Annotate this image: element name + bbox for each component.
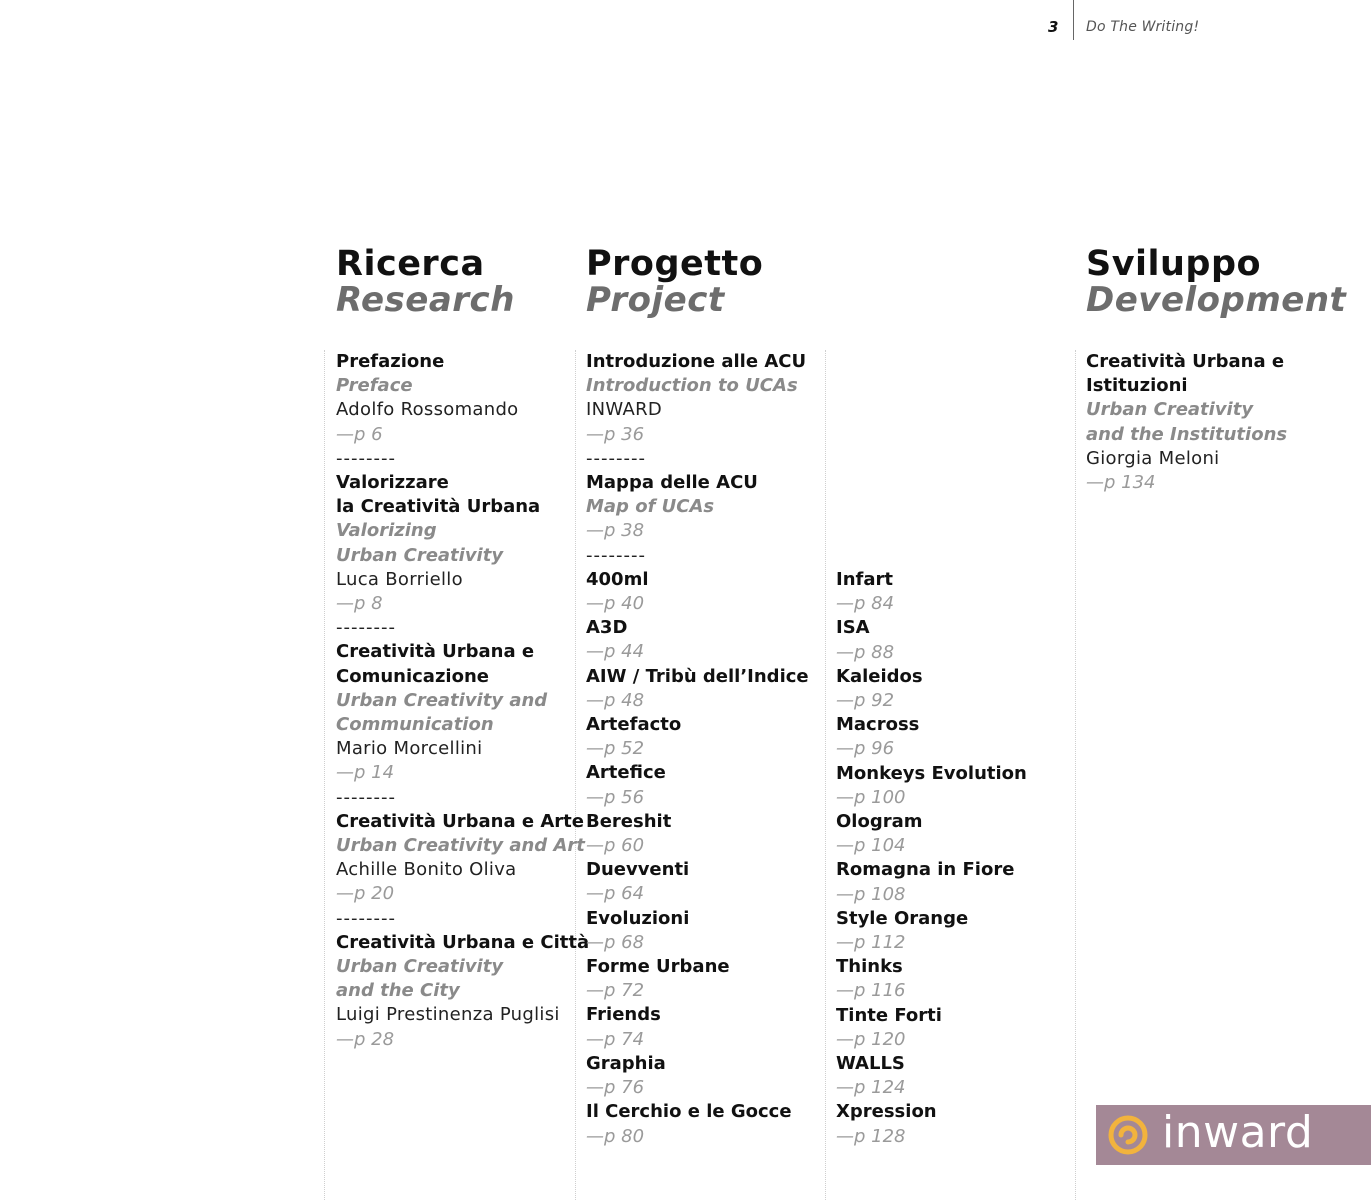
section-title-research: Ricerca xyxy=(336,244,485,284)
project-name[interactable]: Tinte Forti xyxy=(836,1004,942,1026)
project-name[interactable]: Style Orange xyxy=(836,907,969,929)
project-name[interactable]: WALLS xyxy=(836,1053,905,1075)
project-name[interactable]: Il Cerchio e le Gocce xyxy=(586,1101,792,1123)
project-page[interactable]: —p 108 xyxy=(836,883,906,905)
column-guide xyxy=(825,350,826,1200)
project-page[interactable]: —p 124 xyxy=(836,1077,906,1099)
column-guide xyxy=(324,350,325,1200)
toc-entry-author: INWARD xyxy=(586,399,663,421)
page-number: 3 xyxy=(1048,18,1059,36)
toc-entry-english: Valorizing xyxy=(336,520,437,542)
project-page[interactable]: —p 40 xyxy=(586,593,645,615)
project-page[interactable]: —p 128 xyxy=(836,1125,906,1147)
project-page[interactable]: —p 64 xyxy=(586,883,645,905)
toc-entry-author: Luigi Prestinenza Puglisi xyxy=(336,1004,560,1026)
swirl-icon xyxy=(1106,1113,1150,1157)
toc-entry-title[interactable]: Creatività Urbana e xyxy=(1086,351,1285,372)
toc-separator: -------- xyxy=(586,544,646,566)
project-page[interactable]: —p 88 xyxy=(836,641,895,663)
running-title: Do The Writing! xyxy=(1086,19,1200,35)
toc-separator: -------- xyxy=(336,786,396,808)
toc-entry-page[interactable]: —p 28 xyxy=(336,1028,395,1050)
project-name[interactable]: Xpression xyxy=(836,1101,937,1123)
project-page[interactable]: —p 52 xyxy=(586,738,645,760)
project-name[interactable]: Romagna in Fiore xyxy=(836,859,1015,881)
project-name[interactable]: A3D xyxy=(586,617,628,639)
toc-entry-english: and the Institutions xyxy=(1086,423,1288,445)
project-name[interactable]: AIW / Tribù dell’Indice xyxy=(586,665,809,687)
toc-entry-english: and the City xyxy=(336,980,460,1002)
toc-entry-page[interactable]: —p 8 xyxy=(336,593,383,615)
project-name[interactable]: Forme Urbane xyxy=(586,956,730,978)
project-name[interactable]: Evoluzioni xyxy=(586,907,690,929)
project-page[interactable]: —p 100 xyxy=(836,786,906,808)
project-name[interactable]: Monkeys Evolution xyxy=(836,762,1027,784)
research-toc xyxy=(336,350,589,1052)
project-name[interactable]: Thinks xyxy=(836,956,903,978)
toc-entry-english: Urban Creativity xyxy=(336,544,504,566)
toc-entry-english: Urban Creativity xyxy=(1086,399,1254,421)
section-subtitle-project: Project xyxy=(586,280,725,320)
toc-entry-english: Urban Creativity and xyxy=(336,689,548,711)
toc-entry-author: Luca Borriello xyxy=(336,568,463,590)
toc-entry-author: Adolfo Rossomando xyxy=(336,399,519,421)
toc-entry-title[interactable]: Istituzioni xyxy=(1086,375,1188,397)
project-name[interactable]: ISA xyxy=(836,617,870,639)
toc-separator: -------- xyxy=(586,447,646,469)
project-name[interactable]: Friends xyxy=(586,1004,661,1026)
project-toc-continued xyxy=(836,568,1027,1149)
section-title-development: Sviluppo xyxy=(1086,244,1262,284)
toc-entry-page[interactable]: —p 20 xyxy=(336,883,395,905)
toc-entry-title[interactable]: Creatività Urbana e Arte xyxy=(336,810,584,832)
project-page[interactable]: —p 96 xyxy=(836,738,895,760)
toc-entry-author: Mario Morcellini xyxy=(336,738,483,760)
project-name[interactable]: Artefacto xyxy=(586,714,682,736)
toc-entry-title[interactable]: Prefazione xyxy=(336,351,445,372)
project-page[interactable]: —p 44 xyxy=(586,641,645,663)
toc-entry-page[interactable]: —p 6 xyxy=(336,423,383,445)
project-toc xyxy=(586,350,809,1149)
toc-entry-title[interactable]: Creatività Urbana e xyxy=(336,641,535,663)
inward-logo xyxy=(1096,1105,1371,1165)
project-name[interactable]: Bereshit xyxy=(586,810,672,832)
project-page[interactable]: —p 84 xyxy=(836,593,895,615)
toc-entry-author: Giorgia Meloni xyxy=(1086,447,1220,469)
project-page[interactable]: —p 76 xyxy=(586,1077,645,1099)
project-page[interactable]: —p 56 xyxy=(586,786,645,808)
toc-entry-page[interactable]: —p 134 xyxy=(1086,472,1156,494)
toc-entry-author: Achille Bonito Oliva xyxy=(336,859,517,881)
toc-entry-english: Urban Creativity xyxy=(336,956,504,978)
toc-entry-title[interactable]: la Creatività Urbana xyxy=(336,496,541,518)
project-name[interactable]: Kaleidos xyxy=(836,665,923,687)
project-page[interactable]: —p 72 xyxy=(586,980,645,1002)
toc-separator: -------- xyxy=(336,907,396,929)
header-divider xyxy=(1073,0,1074,40)
column-guide xyxy=(1075,350,1076,1200)
project-name[interactable]: Graphia xyxy=(586,1052,666,1074)
project-page[interactable]: —p 120 xyxy=(836,1028,906,1050)
project-page[interactable]: —p 68 xyxy=(586,931,645,953)
toc-entry-english: Communication xyxy=(336,714,494,736)
toc-entry-english: Preface xyxy=(336,375,413,397)
toc-separator: -------- xyxy=(336,617,396,639)
toc-entry-title[interactable]: Introduzione alle ACU xyxy=(586,351,807,372)
section-title-project: Progetto xyxy=(586,244,764,284)
section-subtitle-development: Development xyxy=(1086,280,1347,320)
project-name[interactable]: Infart xyxy=(836,569,893,590)
section-subtitle-research: Research xyxy=(336,280,515,320)
project-page[interactable]: —p 92 xyxy=(836,690,895,712)
project-page[interactable]: —p 48 xyxy=(586,689,645,711)
toc-separator: -------- xyxy=(336,447,396,469)
toc-entry-title[interactable]: Creatività Urbana e Città xyxy=(336,931,590,953)
project-name[interactable]: Duevventi xyxy=(586,859,690,881)
toc-entry-page[interactable]: —p 36 xyxy=(586,423,645,445)
project-page[interactable]: —p 60 xyxy=(586,835,645,857)
toc-entry-english: Introduction to UCAs xyxy=(586,375,798,397)
toc-entry-page[interactable]: —p 14 xyxy=(336,762,395,784)
project-name[interactable]: Ologram xyxy=(836,811,923,833)
project-page[interactable]: —p 116 xyxy=(836,980,906,1002)
toc-entry-title[interactable]: Comunicazione xyxy=(336,665,489,687)
toc-entry-title[interactable]: Mappa delle ACU xyxy=(586,472,758,494)
toc-entry-english: Map of UCAs xyxy=(586,496,715,518)
project-name[interactable]: Macross xyxy=(836,714,920,736)
project-page[interactable]: —p 104 xyxy=(836,835,906,857)
development-toc xyxy=(1086,350,1287,495)
toc-entry-title[interactable]: Valorizzare xyxy=(336,472,449,494)
project-name[interactable]: Artefice xyxy=(586,762,666,784)
project-page[interactable]: —p 112 xyxy=(836,932,906,954)
toc-entry-page[interactable]: —p 38 xyxy=(586,520,645,542)
project-name[interactable]: 400ml xyxy=(586,568,649,590)
logo-wordmark: inward xyxy=(1162,1107,1314,1158)
toc-entry-english: Urban Creativity and Art xyxy=(336,835,585,857)
project-page[interactable]: —p 80 xyxy=(586,1125,645,1147)
project-page[interactable]: —p 74 xyxy=(586,1028,645,1050)
